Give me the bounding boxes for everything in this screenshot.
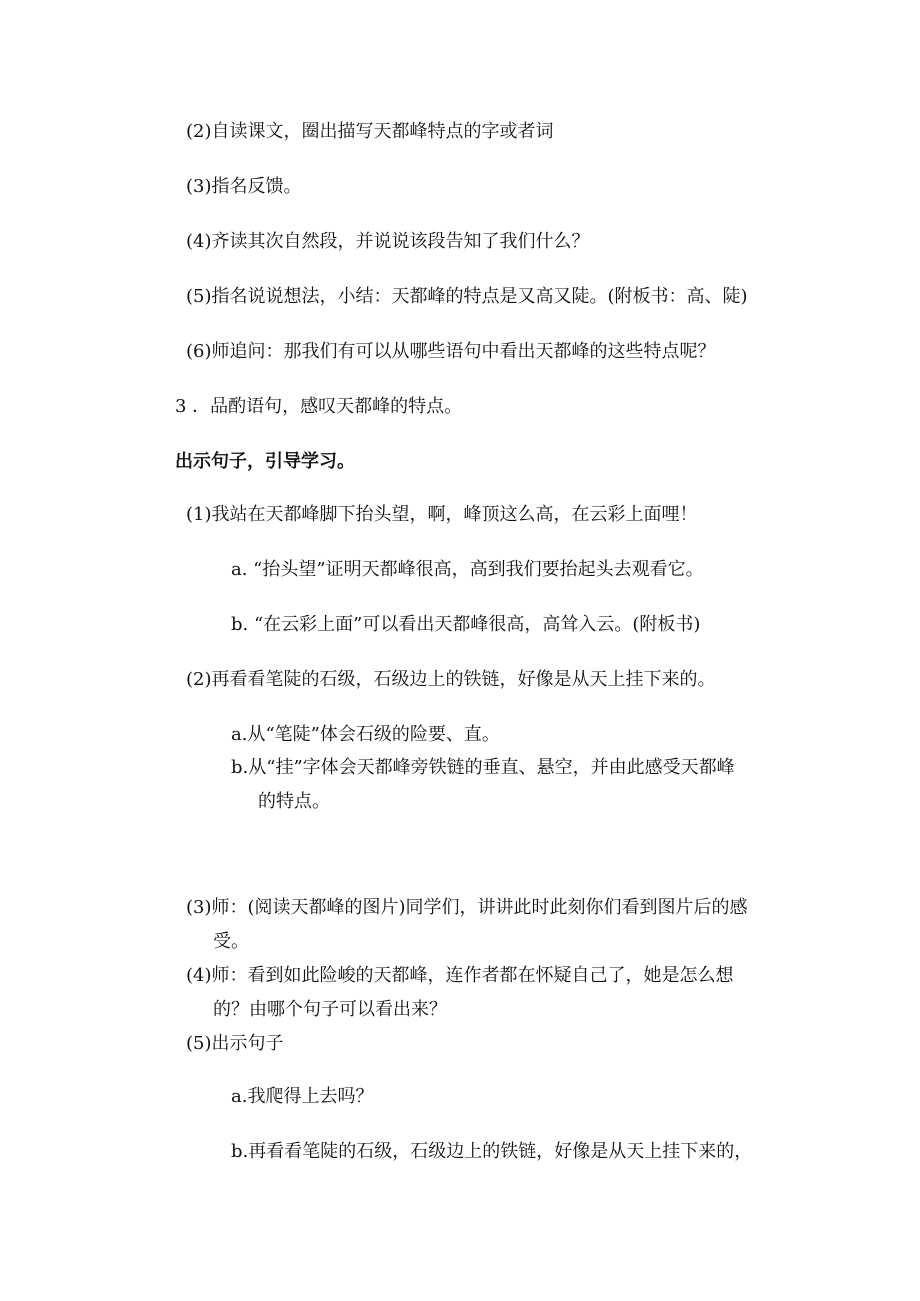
text-line: (5)出示句子 bbox=[186, 1033, 284, 1054]
text-line: (4)师：看到如此险峻的天都峰，连作者都在怀疑自己了，她是怎么想 bbox=[186, 965, 734, 986]
text-line: (6)师追问：那我们有可以从哪些语句中看出天都峰的这些特点呢？ bbox=[186, 341, 716, 362]
text-line: (1)我站在天都峰脚下抬头望，啊，峰顶这么高，在云彩上面哩！ bbox=[186, 504, 698, 525]
text-line: (2)再看看笔陡的石级，石级边上的铁链，好像是从天上挂下来的。 bbox=[186, 669, 716, 690]
text-line: (3)指名反馈。 bbox=[186, 176, 302, 197]
section-heading: 3 ．品酌语句，感叹天都峰的特点。 bbox=[175, 396, 463, 417]
text-line: (4)齐读其次自然段，并说说该段告知了我们什么？ bbox=[186, 231, 590, 252]
sub-item: a.我爬得上去吗？ bbox=[231, 1086, 374, 1107]
bold-heading: 出示句子，引导学习。 bbox=[175, 451, 355, 472]
text-line-continuation: 受。 bbox=[213, 931, 249, 952]
sub-item: a. “抬头望”证明天都峰很高，高到我们要抬起头去观看它。 bbox=[231, 559, 704, 580]
sub-item: a.从“笔陡”体会石级的险要、直。 bbox=[231, 724, 500, 745]
sub-item-continuation: 的特点。 bbox=[258, 791, 330, 812]
sub-item: b.从“挂”字体会天都峰旁铁链的垂直、悬空，并由此感受天都峰 bbox=[231, 757, 735, 778]
text-line: (3)师：(阅读天都峰的图片)同学们，讲讲此时此刻你们看到图片后的感 bbox=[186, 897, 748, 918]
sub-item: b.再看看笔陡的石级，石级边上的铁链，好像是从天上挂下来的， bbox=[231, 1141, 753, 1162]
text-line: (2)自读课文，圈出描写天都峰特点的字或者词 bbox=[186, 121, 554, 142]
text-line-continuation: 的？由哪个句子可以看出来？ bbox=[213, 999, 447, 1020]
text-line: (5)指名说说想法，小结：天都峰的特点是又高又陡。(附板书：高、陡) bbox=[186, 286, 748, 307]
sub-item: b. “在云彩上面”可以看出天都峰很高，高耸入云。(附板书) bbox=[231, 614, 701, 635]
